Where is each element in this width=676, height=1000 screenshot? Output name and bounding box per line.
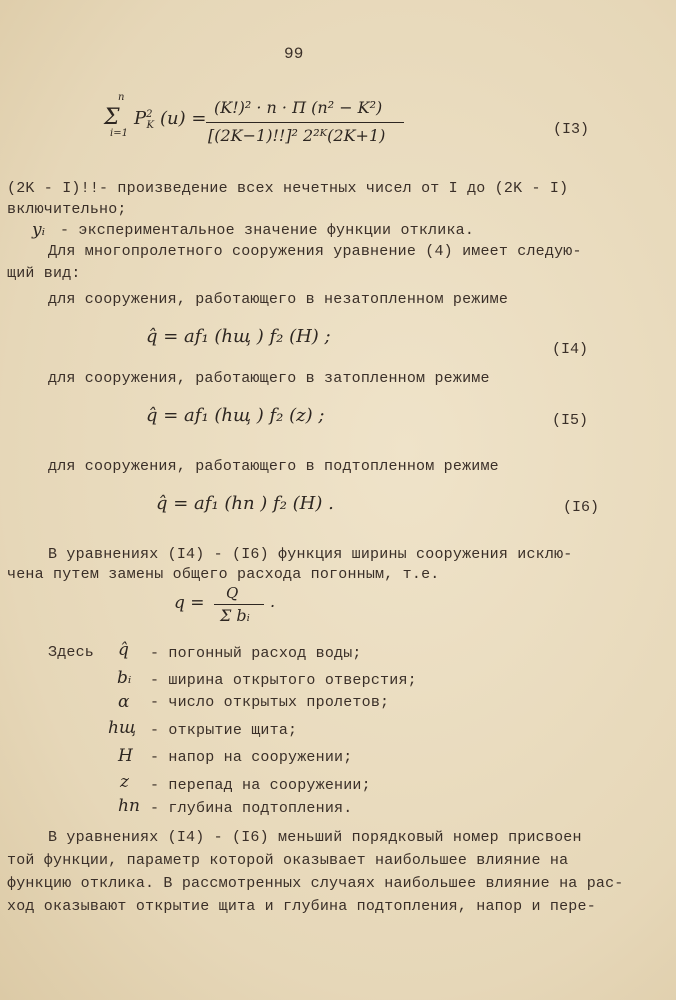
eq13-numerator: (K!)² · n · Π (n² − K²) [214, 98, 383, 117]
legend-text: - открытие щита; [150, 722, 298, 739]
case3-formula: q̂ = af₁ (hп ) f₂ (H) . [156, 493, 334, 514]
para2-line2: щий вид: [7, 265, 81, 282]
legend-text: - напор на сооружении; [150, 749, 353, 766]
legend-text: - ширина открытого отверстия; [150, 672, 417, 689]
para4-line2: той функции, параметр которой оказывает наибольшее влияние на [7, 852, 569, 869]
para3-line1: В уравнениях (I4) - (I6) функция ширины сооружения исклю- [48, 546, 573, 563]
legend-symbol: q̂ [118, 640, 129, 660]
legend-text: - погонный расход воды; [150, 645, 362, 662]
legend-symbol: hщ [108, 718, 136, 738]
para4-line4: ход оказывают открытие щита и глубина подтопления, напор и пере- [7, 898, 596, 915]
page: 99 Σ n i=1 $P^2_K$ (u) = (K!)² · n · Π (n² − K²) [(2K−1)!!]² 2²ᴷ(2K+1) (I3) (2K - I)!!- произведение всех нечетных чисел от I до (2K - I) включительно; yᵢ - экспериментальное значение функции отклика. Для многопролетного сооружения уравнение (4) имеет следую- щий вид: для сооружения, работающего в незатопленном режиме q̂ = af₁ (hщ ) f₂ (H) ; (I4) для сооружения, работающего в затопленном режиме q̂ = af₁ (hщ ) f₂ (z) ; (I5) для сооружения, работающего в подтопленном режиме q̂ = af₁ (hп ) f₂ (H) . (I6) В уравнениях (I4) - (I6) функция ширины сооружения исклю- чена путем замены общего расхода погонным, т.е. q = Q Σ bᵢ . Здесь q̂ - погонный расход воды; bᵢ - ширина открытого отверстия; α - число открытых пролетов; hщ - открытие щита; H - напор на сооружении; z - перепад на сооружении; hп - глубина подтопления. В уравнениях (I4) - (I6) меньший порядковый номер присвоен той функции, параметр которой оказывает наибольшее влияние на функцию отклика. В рассмотренных случаях наибольшее влияние на рас- ход оказывают открытие щита и глубина подтопления, напор и пере- [0, 0, 676, 1000]
legend-lead: Здесь [48, 644, 95, 661]
legend-symbol: hп [118, 796, 140, 816]
para1-line1: (2K - I)!!- произведение всех нечетных чисел от I до (2K - I) [7, 180, 569, 197]
case2-text: для сооружения, работающего в затопленном режиме [48, 370, 490, 387]
eq-q-num: Q [226, 584, 239, 602]
eq-q-tail: . [270, 592, 276, 611]
para1-line2: включительно; [7, 201, 127, 218]
case3-tag: (I6) [563, 499, 600, 516]
legend-text: - перепад на сооружении; [150, 777, 371, 794]
para2-line1: Для многопролетного сооружения уравнение (4) имеет следую- [48, 243, 582, 260]
case1-formula: q̂ = af₁ (hщ ) f₂ (H) ; [146, 326, 331, 347]
legend-symbol: H [118, 746, 133, 766]
legend-text: - число открытых пролетов; [150, 694, 390, 711]
legend-symbol: α [118, 692, 130, 712]
para4-line1: В уравнениях (I4) - (I6) меньший порядковый номер присвоен [48, 829, 582, 846]
legend-text: - глубина подтопления. [150, 800, 353, 817]
case2-formula: q̂ = af₁ (hщ ) f₂ (z) ; [146, 405, 325, 426]
para3-line2: чена путем замены общего расхода погонным, т.е. [7, 566, 440, 583]
eq13-denominator: [(2K−1)!!]² 2²ᴷ(2K+1) [208, 126, 386, 145]
page-number: 99 [284, 45, 304, 63]
case1-text: для сооружения, работающего в незатопленном режиме [48, 291, 509, 308]
para4-line3: функцию отклика. В рассмотренных случаях наибольшее влияние на рас- [7, 875, 624, 892]
eq-q-den: Σ bᵢ [220, 606, 250, 625]
eq13-tag: (I3) [553, 121, 590, 138]
eq-q-lhs: q = [174, 593, 205, 613]
case2-tag: (I5) [552, 412, 589, 429]
def-y-text: - экспериментальное значение функции отклика. [60, 222, 475, 239]
eq13-lhs-rest: (u) = [160, 108, 207, 129]
legend-symbol: z [120, 772, 129, 792]
sum-symbol: Σ [104, 105, 120, 130]
case1-tag: (I4) [552, 341, 589, 358]
case3-text: для сооружения, работающего в подтопленном режиме [48, 458, 499, 475]
def-y-symbol: yᵢ [32, 220, 46, 240]
legend-symbol: bᵢ [117, 668, 132, 688]
